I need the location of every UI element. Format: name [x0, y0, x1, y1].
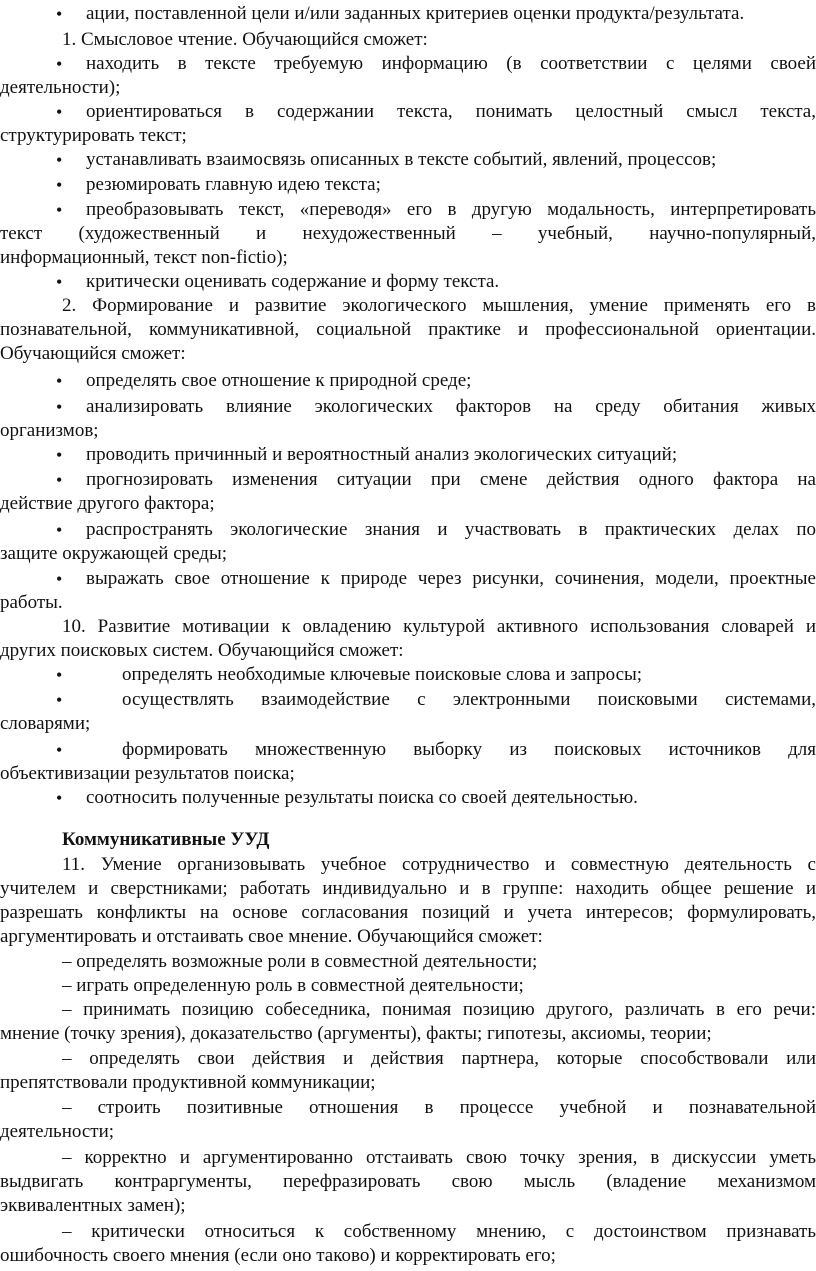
dash-line: – критически относиться к собственному мнению, с достоинством признавать	[62, 1221, 816, 1242]
text-line: объективизации результатов поиска;	[0, 763, 295, 784]
bullet-line: • выражать свое отношение к природе через рисунки, сочинения, модели, проектные	[0, 567, 816, 591]
text-line: разрешать конфликты на основе согласования позиций и учета интересов; формулировать,	[0, 902, 816, 923]
dash-line: – определять свои действия и действия партнера, которые способствовали или	[62, 1048, 816, 1069]
dash-line: – строить позитивные отношения в процессе учебной и познавательной	[62, 1097, 816, 1118]
text-line: защите окружающей среды;	[0, 543, 228, 564]
text-line: работы.	[0, 592, 63, 613]
text-line: познавательной, коммуникативной, социальной практике и профессиональной ориентации.	[0, 319, 816, 340]
document-page: ации, поставленной цели и/или заданных критериев оценки продукта/результата. 1. Смысловое чтение. Обучающийся сможет: • находить в тексте требуемую информацию (в соответствии с целями своей деятельности); • ориентироваться в содержании текста, понимать целостный смысл текста, структурировать текст; устанавливать взаимосвязь описанных в тексте событий, явлений, процессов; резюмировать главную идею текста; • преобразовывать текст, «переводя» его в другую модальность, интерпретировать текст (художественный и нехудожественный – учебный, научно-популярный, информационный, текст non-fictio); критически оценивать содержание и форму текста. 2. Формирование и развитие экологического мышления, умение применять его в познавательной, коммуникативной, социальной практике и профессиональной ориентации. Обучающийся сможет: определять свое отношение к природной среде; • анализировать влияние экологических факторов на среду обитания живых организмов; проводить причинный и вероятностный анализ экологических ситуаций; • прогнозировать изменения ситуации при смене действия одного фактора на действие другого фактора; • распространять экологические знания и участвовать в практических делах по защите окружающей среды; • выражать свое отношение к природе через рисунки, сочинения, модели, проектные работы. 10. Развитие мотивации к овладению культурой активного использования словарей и других поисковых систем. Обучающийся сможет: определять необходимые ключевые поисковые слова и запросы; • осуществлять взаимодействие с электронными поисковыми системами, словарями; • формировать множественную выборку из поисковых источников для объективизации результатов поиска; соотносить полученные результаты поиска со своей деятельностью. Коммуникативные УУД 11. Умение организовывать учебное сотрудничество и совместную деятельность с учителем и сверстниками; работать индивидуально и в группе: находить общее решение и разрешать конфликты на основе согласования позиций и учета интересов; формулировать, аргументировать и отстаивать свое мнение. Обучающийся сможет: – определять возможные роли в совместной деятельности; – играть определенную роль в совместной деятельности; – принимать позицию собеседника, понимая позицию другого, различать в его речи: мнение (точку зрения), доказательство (аргументы), факты; гипотезы, аксиомы, теории; – определять свои действия и действия партнера, которые способствовали или препятствовали продуктивной коммуникации; – строить позитивные отношения в процессе учебной и познавательной деятельности; – корректно и аргументированно отстаивать свою точку зрения, в дискуссии уметь выдвигать контраргументы, перефразировать свою мысль (владение механизмом эквивалентных замен); – критически относиться к собственному мнению, с достоинством признавать ошибочность своего мнения (если оно таково) и корректировать его;	[0, 0, 816, 1271]
text-line: словарями;	[0, 713, 91, 734]
bullet-line: • находить в тексте требуемую информацию (в соответствии с целями своей	[0, 52, 816, 76]
text-line: Обучающийся сможет:	[0, 343, 186, 364]
text-line: деятельности);	[0, 77, 121, 98]
text-line: ошибочность своего мнения (если оно таково) и корректировать его;	[0, 1245, 556, 1266]
text-line: текст (художественный и нехудожественный – учебный, научно-популярный,	[0, 223, 816, 244]
numbered-heading: 10. Развитие мотивации к овладению культурой активного использования словарей и	[62, 616, 816, 637]
text-line: выдвигать контраргументы, перефразировать свою мысль (владение механизмом	[0, 1171, 816, 1192]
dash-line: – принимать позицию собеседника, понимая позицию другого, различать в его речи:	[62, 999, 816, 1020]
text-line: других поисковых систем. Обучающийся сможет:	[0, 640, 404, 661]
dash-line: – корректно и аргументированно отстаивать свою точку зрения, в дискуссии уметь	[62, 1147, 816, 1168]
text-line: информационный, текст non-fictio);	[0, 247, 288, 268]
text-line: мнение (точку зрения), доказательство (аргументы), факты; гипотезы, аксиомы, теории;	[0, 1023, 712, 1044]
bullet-line: • осуществлять взаимодействие с электронными поисковыми системами,	[0, 688, 816, 712]
bullet-line: • ориентироваться в содержании текста, понимать целостный смысл текста,	[0, 100, 816, 124]
numbered-heading: 2. Формирование и развитие экологического мышления, умение применять его в	[62, 295, 816, 316]
text-line: эквивалентных замен);	[0, 1195, 186, 1216]
numbered-heading: 11. Умение организовывать учебное сотрудничество и совместную деятельность с	[62, 854, 816, 875]
text-line: аргументировать и отстаивать свое мнение. Обучающийся сможет:	[0, 926, 543, 947]
bullet-line: • формировать множественную выборку из поисковых источников для	[0, 738, 816, 762]
bullet-line: • распространять экологические знания и участвовать в практических делах по	[0, 518, 816, 542]
text-line: деятельности;	[0, 1121, 115, 1142]
text-line: учителем и сверстниками; работать индивидуально и в группе: находить общее решение и	[0, 878, 816, 899]
text-line: структурировать текст;	[0, 125, 187, 146]
text-line: действие другого фактора;	[0, 493, 215, 514]
bullet-line: • анализировать влияние экологических факторов на среду обитания живых	[0, 395, 816, 419]
bullet-line: • прогнозировать изменения ситуации при смене действия одного фактора на	[0, 468, 816, 492]
text-line: организмов;	[0, 420, 99, 441]
text-line: препятствовали продуктивной коммуникации;	[0, 1072, 376, 1093]
bullet-line: • преобразовывать текст, «переводя» его в другую модальность, интерпретировать	[0, 198, 816, 222]
